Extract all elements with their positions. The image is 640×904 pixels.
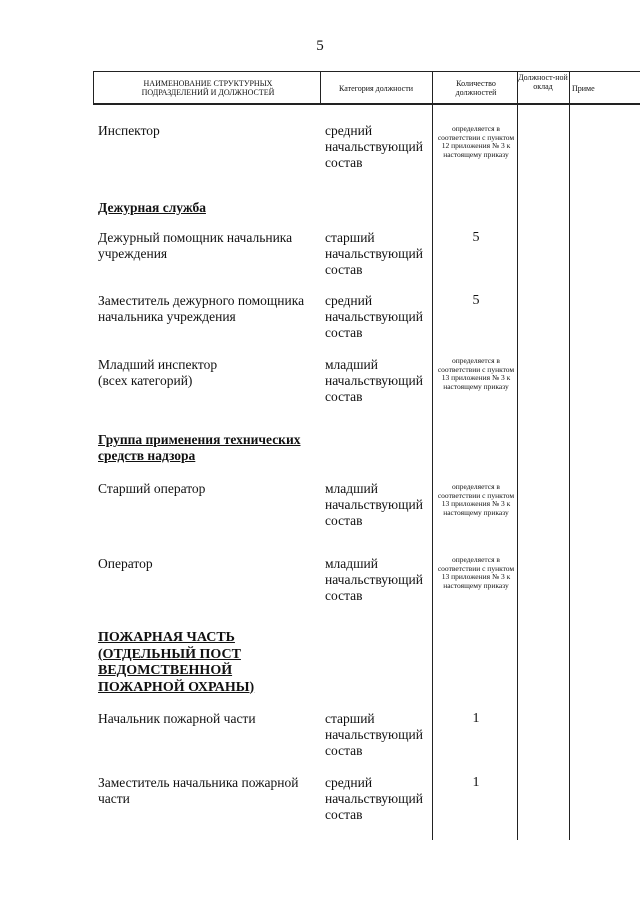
position-name: Младший инспектор (всех категорий): [98, 357, 218, 388]
page-number: 5: [316, 38, 324, 54]
position-category: младший начальствующий состав: [325, 481, 423, 528]
position-name: Заместитель начальника пожарной части: [98, 775, 299, 806]
header-quantity-column: Количество должностей: [455, 79, 497, 97]
position-name: Инспектор: [98, 123, 160, 138]
header-category-column: Категория должности: [339, 84, 413, 93]
header-salary-column: Должност-ной оклад: [518, 73, 568, 91]
header-name-column: НАИМЕНОВАНИЕ СТРУКТУРНЫХ ПОДРАЗДЕЛЕНИЙ И ДОЛЖНОСТЕЙ: [141, 79, 275, 97]
column-divider: [569, 71, 570, 840]
position-quantity: определяется в соответствии с пунктом 13 приложения № 3 к настоящему приказу: [437, 555, 515, 590]
position-name: Заместитель дежурного помощника начальника учреждения: [98, 293, 305, 324]
section-heading: Дежурная служба: [98, 200, 206, 215]
section-heading: ПОЖАРНАЯ ЧАСТЬ (ОТДЕЛЬНЫЙ ПОСТ ВЕДОМСТВЕННОЙ ПОЖАРНОЙ ОХРАНЫ): [98, 630, 255, 695]
position-quantity: 5: [472, 230, 480, 245]
position-category: младший начальствующий состав: [325, 556, 423, 603]
position-category: старший начальствующий состав: [325, 230, 423, 277]
position-quantity: 1: [472, 775, 480, 790]
position-quantity: 5: [472, 293, 480, 308]
position-name: Дежурный помощник начальника учреждения: [98, 230, 293, 261]
position-quantity: определяется в соответствии с пунктом 12 приложения № 3 к настоящему приказу: [437, 124, 515, 159]
column-divider: [517, 71, 518, 840]
section-heading: Группа применения технических средств надзора: [98, 432, 301, 463]
table-top-border: [93, 71, 640, 72]
position-name: Оператор: [98, 556, 153, 571]
header-note-column: Приме: [572, 84, 595, 93]
column-divider: [93, 71, 94, 105]
position-category: младший начальствующий состав: [325, 357, 423, 404]
header-bottom-border: [93, 103, 640, 105]
position-name: Старший оператор: [98, 481, 206, 496]
column-divider: [320, 71, 321, 105]
position-quantity: определяется в соответствии с пунктом 13 приложения № 3 к настоящему приказу: [437, 482, 515, 517]
position-category: средний начальствующий состав: [325, 293, 423, 340]
position-category: средний начальствующий состав: [325, 123, 423, 170]
position-quantity: 1: [472, 711, 480, 726]
position-category: старший начальствующий состав: [325, 711, 423, 758]
position-name: Начальник пожарной части: [98, 711, 256, 726]
position-category: средний начальствующий состав: [325, 775, 423, 822]
position-quantity: определяется в соответствии с пунктом 13 приложения № 3 к настоящему приказу: [437, 356, 515, 391]
